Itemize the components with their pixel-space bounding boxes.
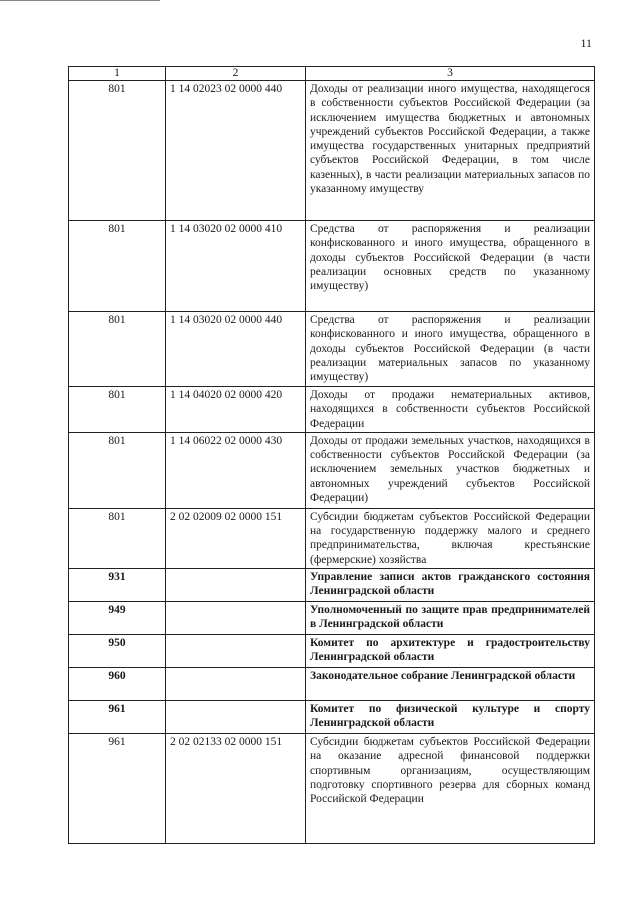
table-row bbox=[69, 668, 595, 701]
administrator-name-cell: Комитет по физической культуре и спорту Ленинградской области bbox=[306, 701, 595, 734]
table-row bbox=[69, 508, 595, 568]
admin-code-cell: 950 bbox=[69, 635, 166, 668]
administrator-name-cell: Управление записи актов гражданского состояния Ленинградской области bbox=[306, 569, 595, 602]
table-row bbox=[69, 387, 595, 433]
admin-code-cell: 801 bbox=[69, 81, 166, 221]
column-header-2: 2 bbox=[166, 67, 306, 81]
table-row bbox=[69, 635, 595, 668]
table-row bbox=[69, 221, 595, 312]
table-row bbox=[69, 701, 595, 734]
admin-code-cell: 960 bbox=[69, 668, 166, 701]
administrator-name-cell: Комитет по архитектуре и градостроительству Ленинградской области bbox=[306, 635, 595, 668]
budget-code-cell bbox=[166, 635, 306, 668]
revenue-name-cell: Доходы от реализации иного имущества, находящегося в собственности субъектов Российской Федерации (за исключением имущества бюджетных и автономных учреждений субъектов Российской Федерации, а также имущества государственных унитарных предприятий субъектов Российской Федерации, в том числе казенных), в части реализации материальных запасов по указанному имуществу bbox=[306, 81, 595, 221]
budget-code-cell: 2 02 02009 02 0000 151 bbox=[166, 508, 306, 568]
revenue-name-cell: Доходы от продажи нематериальных активов, находящихся в собственности субъектов Российской Федерации bbox=[306, 387, 595, 433]
scan-edge-line bbox=[0, 0, 160, 1]
admin-code-cell: 961 bbox=[69, 701, 166, 734]
admin-code-cell: 801 bbox=[69, 508, 166, 568]
administrator-name-cell: Законодательное собрание Ленинградской области bbox=[306, 668, 595, 701]
page-number: 11 bbox=[580, 36, 592, 50]
budget-code-cell: 1 14 03020 02 0000 440 bbox=[166, 312, 306, 387]
table-header-row bbox=[69, 67, 595, 81]
revenue-name-cell: Субсидии бюджетам субъектов Российской Федерации на оказание адресной финансовой поддержки спортивным организациям, осуществляющим подготовку спортивного резерва для сборных команд Российской Федерации bbox=[306, 734, 595, 844]
revenue-name-cell: Доходы от продажи земельных участков, находящихся в собственности субъектов Российской Федерации (за исключением земельных участков бюджетных и автономных учреждений субъектов Российской Федерации) bbox=[306, 432, 595, 508]
budget-code-cell: 1 14 02023 02 0000 440 bbox=[166, 81, 306, 221]
column-header-1: 1 bbox=[69, 67, 166, 81]
budget-code-cell bbox=[166, 569, 306, 602]
admin-code-cell: 801 bbox=[69, 312, 166, 387]
budget-code-cell: 1 14 03020 02 0000 410 bbox=[166, 221, 306, 312]
admin-code-cell: 931 bbox=[69, 569, 166, 602]
budget-code-cell bbox=[166, 668, 306, 701]
revenue-name-cell: Средства от распоряжения и реализации конфискованного и иного имущества, обращенного в доходы субъектов Российской Федерации (в части реализации основных средств по указанному имуществу) bbox=[306, 221, 595, 312]
budget-code-cell: 2 02 02133 02 0000 151 bbox=[166, 734, 306, 844]
table-row bbox=[69, 432, 595, 508]
table-row bbox=[69, 602, 595, 635]
admin-code-cell: 949 bbox=[69, 602, 166, 635]
revenue-name-cell: Субсидии бюджетам субъектов Российской Федерации на государственную поддержку малого и среднего предпринимательства, включая крестьянские (фермерские) хозяйства bbox=[306, 508, 595, 568]
admin-code-cell: 801 bbox=[69, 221, 166, 312]
budget-code-cell bbox=[166, 701, 306, 734]
table-row bbox=[69, 569, 595, 602]
table-row bbox=[69, 81, 595, 221]
column-header-3: 3 bbox=[306, 67, 595, 81]
revenue-codes-table bbox=[68, 66, 595, 844]
administrator-name-cell: Уполномоченный по защите прав предпринимателей в Ленинградской области bbox=[306, 602, 595, 635]
budget-code-cell bbox=[166, 602, 306, 635]
budget-code-cell: 1 14 06022 02 0000 430 bbox=[166, 432, 306, 508]
admin-code-cell: 801 bbox=[69, 387, 166, 433]
budget-code-cell: 1 14 04020 02 0000 420 bbox=[166, 387, 306, 433]
table-row bbox=[69, 734, 595, 844]
admin-code-cell: 801 bbox=[69, 432, 166, 508]
revenue-name-cell: Средства от распоряжения и реализации конфискованного и иного имущества, обращенного в доходы субъектов Российской Федерации (в части реализации материальных запасов по указанному имуществу) bbox=[306, 312, 595, 387]
table-row bbox=[69, 312, 595, 387]
admin-code-cell: 961 bbox=[69, 734, 166, 844]
